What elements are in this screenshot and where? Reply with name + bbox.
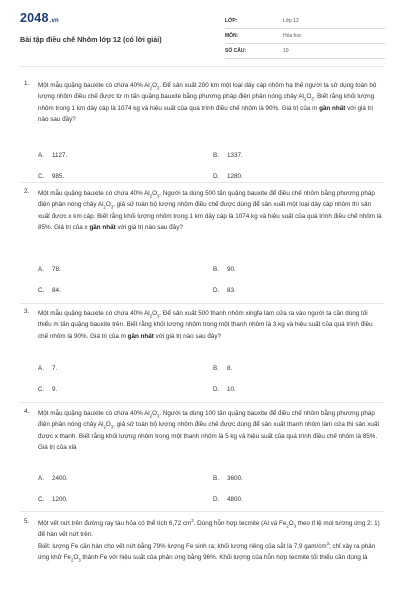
meta-value: Lớp 12 <box>283 18 299 24</box>
question-divider <box>20 511 384 512</box>
question-divider <box>20 182 384 183</box>
option-b[interactable]: B. 1337. <box>213 152 243 159</box>
option-c[interactable]: C. 84. <box>38 287 61 294</box>
header-divider <box>20 66 384 67</box>
meta-row-subject <box>225 29 385 44</box>
option-d[interactable]: D. 1280. <box>213 173 243 180</box>
document-meta <box>225 14 385 59</box>
option-c[interactable]: C. 985. <box>38 173 65 180</box>
meta-row-count <box>225 44 385 59</box>
option-c[interactable]: C. 9. <box>38 386 58 393</box>
document-title: Bài tập điều chế Nhôm lớp 12 (có lời giải) <box>20 35 162 44</box>
option-b[interactable]: B. 90. <box>213 266 236 273</box>
option-a[interactable]: A. 2400. <box>38 475 68 482</box>
option-d[interactable]: D. 83. <box>213 287 236 294</box>
question-divider <box>20 402 384 403</box>
option-d[interactable]: D. 4800. <box>213 496 243 503</box>
option-b[interactable]: B. 8. <box>213 365 233 372</box>
brand-name: 2048 <box>20 11 49 25</box>
option-a[interactable]: A. 1127. <box>38 152 68 159</box>
option-a[interactable]: A. 7. <box>38 365 58 372</box>
question-text: Một vết nứt trên đường ray tàu hỏa có thể tích 6,72 $cm^3$. Dùng hỗn hợp tecmite (Al và $Fe_2O_3$ theo tỉ lệ mol tương ứng 2: 1) để hàn vết nứt trên. Biết: lượng Fe cần hàn cho vết nứt bằng 79% lượng Fe sinh ra; khối lượng riêng của sắt là 7,9 gam/$cm^3$; chỉ xảy ra phản ứng khử $Fe_2O_3$ thành Fe với hiệu suất của phản ứng bằng 96%. Khối lượng của hỗn hợp tecmite tối thiểu cần dùng là <box>38 517 380 563</box>
page-header <box>0 0 400 64</box>
question-text: Một mẫu quặng bauxite có chứa 40% $Al_2O_3$. Người ta dùng 100 tấn quặng bauxite để điều chế nhôm bằng phương pháp điện phân nóng chảy $Al_2O_3$, giả sử toàn bộ lượng nhôm điều chế được dùng để sản xuất thanh nhôm làm cửa thì sản xuất được x thanh. Biết rằng khối lượng nhôm trong một thanh nhôm là 5 kg và hiệu suất của quá trình điều chế nhôm là 85%. Giá trị của xlà <box>38 410 380 452</box>
meta-key: LỚP: <box>225 18 238 24</box>
meta-row-class <box>225 14 385 29</box>
meta-key: SỐ CÂU: <box>225 48 247 54</box>
question-divider <box>20 303 384 304</box>
question-text: Một mẫu quặng bauxite có chứa 40% $Al_2O_3$. Người ta dùng 500 tấn quặng bauxite để điều chế nhôm bằng phương pháp điện phân nóng chảy $Al_2O_3$, giả sử toàn bộ lượng nhôm điều chế được dùng để sản xuất một loại dây cáp nhôm thì sản xuất được x km cáp. Biết rằng khối lượng nhôm trong 1 km dây cáp là 1074 kg và hiệu suất của quá trình điều chế nhôm là 85%. Giá trị của x gần nhất với giá trị nào sau đây? <box>38 190 382 232</box>
brand-suffix: .vn <box>49 18 59 24</box>
option-d[interactable]: D. 10. <box>213 386 236 393</box>
question-number: 1. <box>24 80 30 87</box>
site-logo[interactable] <box>20 11 59 25</box>
question-text: Một mẫu quặng bauxite có chứa 40% $Al_2O_3$. Để sản xuất 500 thanh nhôm xingfa làm cửa ra vào người ta cần dùng tối thiểu m tấn quặng bauxite trên. Biết rằng khối lượng nhôm trong một thanh nhôm là 3 kg và hiệu suất của quá trình điều chế nhôm là 90%. Giá trị của m gần nhất với giá trị nào sau đây? <box>38 310 373 340</box>
option-b[interactable]: B. 3600. <box>213 475 243 482</box>
meta-value: Hóa học <box>283 33 302 39</box>
meta-key: MÔN: <box>225 33 239 39</box>
meta-value: 10 <box>283 48 289 54</box>
question-number: 3. <box>24 308 30 315</box>
question-number: 2. <box>24 188 30 195</box>
question-number: 5. <box>24 518 30 525</box>
question-number: 4. <box>24 408 30 415</box>
option-c[interactable]: C. 1200. <box>38 496 68 503</box>
question-text: Một mẫu quặng bauxite có chứa 40% $Al_2O_3$. Để sản xuất 200 km một loại dây cáp nhôm hạ thế người ta sử dụng toàn bộ lượng nhôm điều chế được từ m tấn quặng bauxite bằng phương pháp điện phân nóng chảy $Al_2O_3$. Biết rằng khối lượng nhôm trong 1 km dây cáp là 1074 kg và hiệu suất của quá trình điều chế nhôm là 90%. Giá trị của m gần nhất với giá trị nào sau đây? <box>38 82 377 124</box>
option-a[interactable]: A. 78. <box>38 266 61 273</box>
